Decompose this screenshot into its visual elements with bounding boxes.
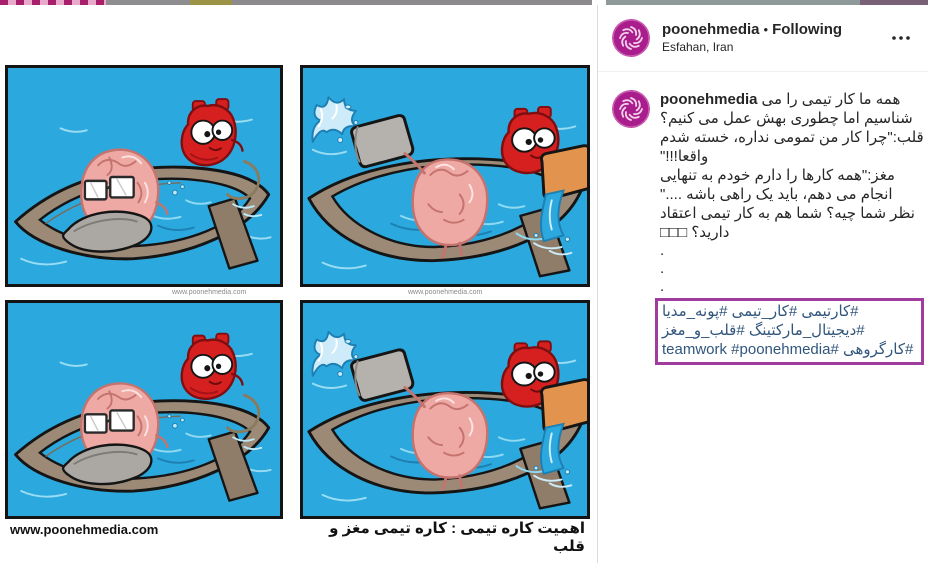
- caption-hashtags[interactable]: #کارتیمی #کار_تیمی #پونه_مدیا #دیجیتال_مارکتینگ #قلب_و_مغز #کارگروهی #teamwork #poonehmedia: [655, 298, 924, 365]
- caption-dot-line: .: [660, 260, 665, 277]
- header-text: [662, 21, 842, 56]
- caption-dot-line: .: [660, 242, 665, 259]
- comic-panel-4: [300, 300, 590, 519]
- comic-watermark: www.poonehmedia.com: [172, 289, 247, 296]
- comic-scene-pouring: [303, 68, 587, 284]
- username-link[interactable]: poonehmedia: [662, 20, 760, 38]
- caption-text: همه ما کار تیمی را می شناسیم اما چطوری بهش عمل می کنیم؟: [660, 91, 913, 127]
- post-details-column: [598, 5, 928, 563]
- more-options-icon: [890, 27, 912, 49]
- caption-paragraph: قلب:"چرا کار من تمومی نداره، خسته شدم واقعا!!!": [660, 129, 924, 165]
- caption-paragraph: نظر شما چیه؟ شما هم به کار تیمی اعتقاد دارید؟ □□□: [660, 205, 915, 241]
- comic-panel-1: [5, 65, 283, 287]
- location-link[interactable]: Esfahan, Iran: [662, 40, 734, 55]
- comic-scene-pouring: [303, 303, 587, 516]
- profile-avatar[interactable]: [612, 19, 650, 57]
- comic-footer-url: www.poonehmedia.com: [10, 522, 159, 537]
- comic-panel-2: [300, 65, 590, 287]
- post-media[interactable]: [0, 5, 592, 563]
- caption-paragraph: مغز:"همه کارها را دارم خودم به تنهایی انجام می دهم، باید یک راهی باشه ....": [660, 167, 895, 203]
- comic-panel-3: [5, 300, 283, 519]
- more-options-button[interactable]: [886, 23, 916, 53]
- caption-username-link[interactable]: poonehmedia: [660, 91, 758, 108]
- caption-body: [660, 90, 924, 365]
- following-button[interactable]: Following: [772, 20, 843, 38]
- post-header: [598, 5, 928, 72]
- caption-avatar[interactable]: [612, 90, 650, 128]
- comic-scene-bailing: [8, 303, 280, 516]
- comic-footer-title: اهمیت کاره تیمی : کاره تیمی مغز و قلب: [329, 520, 585, 555]
- caption-section: [598, 72, 928, 365]
- comic-scene-bailing: [8, 68, 280, 284]
- separator-dot: •: [763, 21, 769, 37]
- caption-dot-line: .: [660, 278, 665, 295]
- caption-paragraph: [660, 90, 924, 128]
- comic-watermark: www.poonehmedia.com: [408, 289, 483, 296]
